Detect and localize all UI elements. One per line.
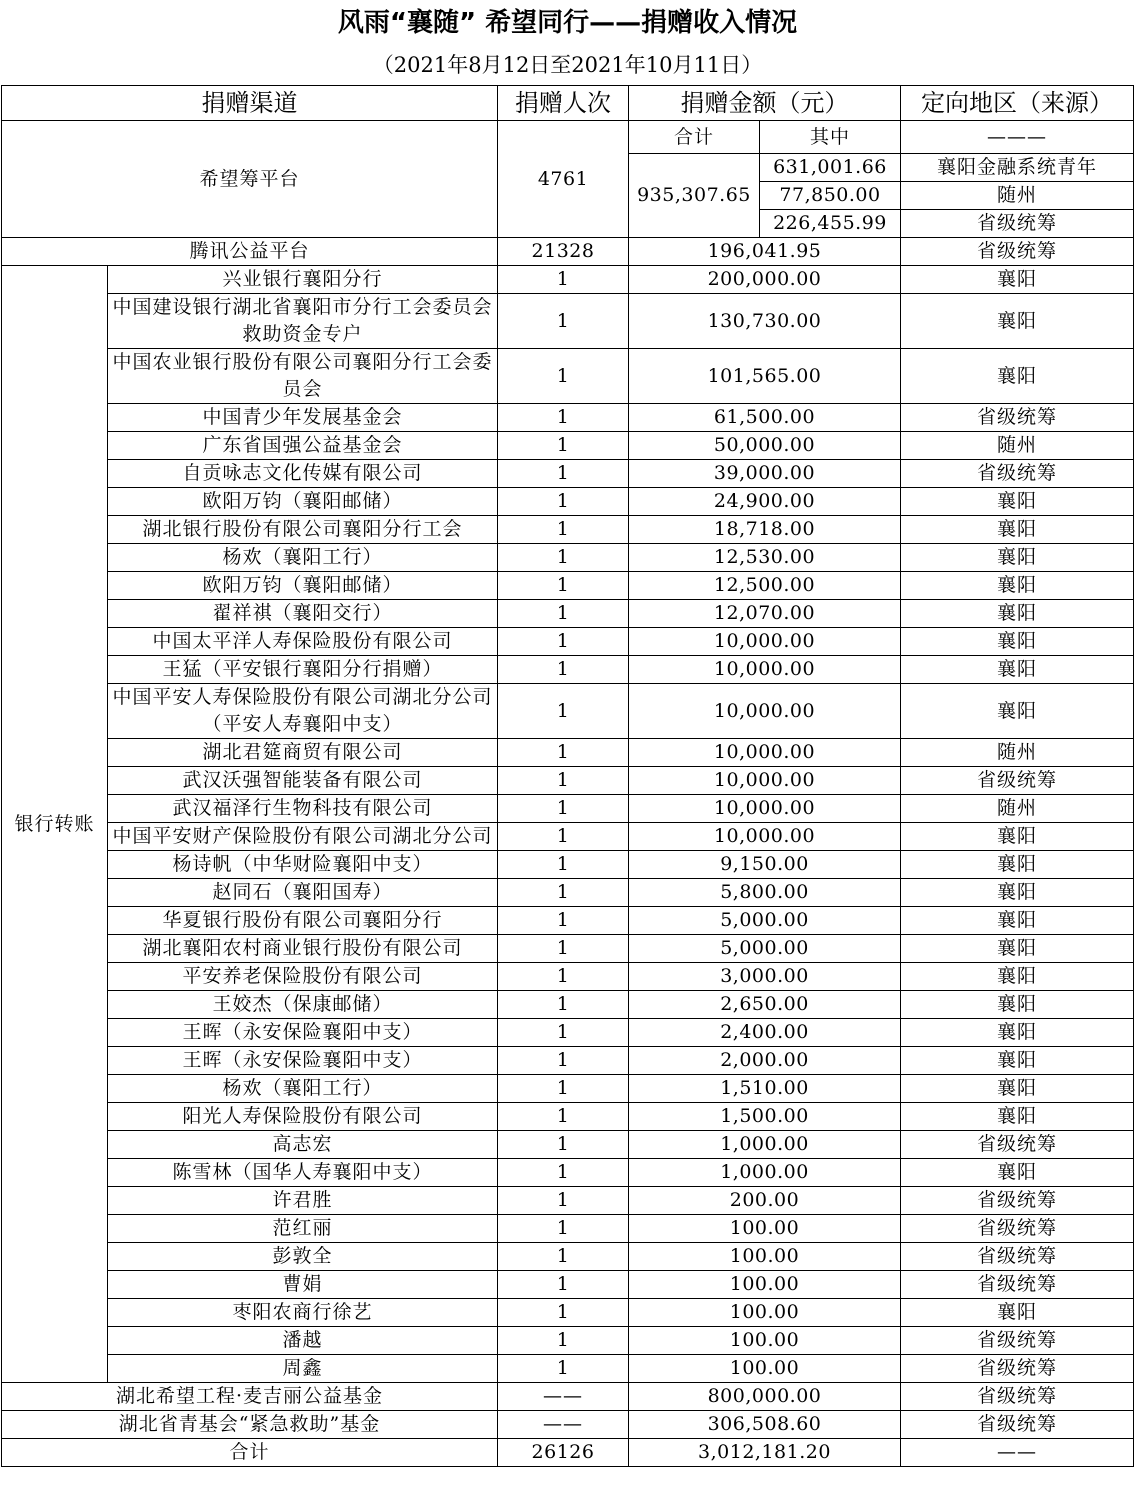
bank-row (2, 935, 1134, 963)
donor-count: 1 (498, 488, 629, 516)
bank-row (2, 1299, 1134, 1327)
donor-amount: 10,000.00 (629, 656, 901, 684)
donor-count: 1 (498, 963, 629, 991)
donor-amount: 10,000.00 (629, 739, 901, 767)
donor-name: 华夏银行股份有限公司襄阳分行 (108, 907, 498, 935)
bank-row (2, 823, 1134, 851)
donor-amount: 10,000.00 (629, 767, 901, 795)
donor-region: 省级统筹 (901, 1215, 1134, 1243)
donor-region: 襄阳 (901, 544, 1134, 572)
donor-name: 中国建设银行湖北省襄阳市分行工会委员会救助资金专户 (108, 294, 498, 349)
bank-row (2, 1271, 1134, 1299)
donor-count: 1 (498, 1103, 629, 1131)
donor-amount: 5,800.00 (629, 879, 901, 907)
donor-region: 襄阳 (901, 1019, 1134, 1047)
xiwang-count: 4761 (498, 121, 629, 238)
donation-table (1, 85, 1134, 1467)
donor-amount: 3,000.00 (629, 963, 901, 991)
donor-name: 中国平安人寿保险股份有限公司湖北分公司（平安人寿襄阳中支） (108, 684, 498, 739)
donor-count: 1 (498, 600, 629, 628)
donor-amount: 1,510.00 (629, 1075, 901, 1103)
fund-count: —— (498, 1411, 629, 1439)
donor-region: 襄阳 (901, 1299, 1134, 1327)
donor-amount: 101,565.00 (629, 349, 901, 404)
donor-name: 彭敦全 (108, 1243, 498, 1271)
donor-region: 襄阳 (901, 935, 1134, 963)
donor-name: 陈雪林（国华人寿襄阳中支） (108, 1159, 498, 1187)
donor-region: 省级统筹 (901, 1327, 1134, 1355)
donor-name: 欧阳万钧（襄阳邮储） (108, 572, 498, 600)
bank-row (2, 879, 1134, 907)
xiwang-channel: 希望筹平台 (2, 121, 498, 238)
donor-amount: 9,150.00 (629, 851, 901, 879)
donor-name: 湖北襄阳农村商业银行股份有限公司 (108, 935, 498, 963)
donor-region: 襄阳 (901, 907, 1134, 935)
bank-row (2, 684, 1134, 739)
donor-amount: 2,400.00 (629, 1019, 901, 1047)
donor-count: 1 (498, 404, 629, 432)
donor-amount: 12,070.00 (629, 600, 901, 628)
donor-name: 高志宏 (108, 1131, 498, 1159)
donor-region: 襄阳 (901, 1159, 1134, 1187)
donor-amount: 39,000.00 (629, 460, 901, 488)
bank-row (2, 1187, 1134, 1215)
donor-region: 襄阳 (901, 879, 1134, 907)
donor-name: 武汉福泽行生物科技有限公司 (108, 795, 498, 823)
donor-name: 潘越 (108, 1327, 498, 1355)
donor-name: 平安养老保险股份有限公司 (108, 963, 498, 991)
bank-transfer-label: 银行转账 (2, 266, 108, 1383)
donor-amount: 50,000.00 (629, 432, 901, 460)
donor-region: 襄阳 (901, 628, 1134, 656)
xiwang-detail-region: 随州 (901, 182, 1134, 210)
bank-row (2, 544, 1134, 572)
donor-name: 湖北君筵商贸有限公司 (108, 739, 498, 767)
header-count: 捐赠人次 (498, 86, 629, 121)
total-count: 26126 (498, 1439, 629, 1467)
donor-count: 1 (498, 684, 629, 739)
donor-name: 王姣杰（保康邮储） (108, 991, 498, 1019)
donor-amount: 5,000.00 (629, 907, 901, 935)
donor-count: 1 (498, 1187, 629, 1215)
donor-amount: 2,000.00 (629, 1047, 901, 1075)
bank-row (2, 767, 1134, 795)
donor-count: 1 (498, 767, 629, 795)
donor-amount: 24,900.00 (629, 488, 901, 516)
donor-name: 许君胜 (108, 1187, 498, 1215)
donor-count: 1 (498, 1299, 629, 1327)
donor-region: 襄阳 (901, 349, 1134, 404)
donor-count: 1 (498, 1355, 629, 1383)
donor-count: 1 (498, 1215, 629, 1243)
xiwang-detail-region: 省级统筹 (901, 210, 1134, 238)
donor-amount: 61,500.00 (629, 404, 901, 432)
bank-row (2, 795, 1134, 823)
xiwang-total-label: 合计 (629, 121, 760, 154)
header-row (2, 86, 1134, 121)
bank-row (2, 851, 1134, 879)
xiwang-detail-label: 其中 (760, 121, 901, 154)
fund-row (2, 1411, 1134, 1439)
donor-name: 中国太平洋人寿保险股份有限公司 (108, 628, 498, 656)
donor-count: 1 (498, 991, 629, 1019)
donor-amount: 1,000.00 (629, 1131, 901, 1159)
bank-row (2, 404, 1134, 432)
donor-region: 襄阳 (901, 823, 1134, 851)
donor-amount: 10,000.00 (629, 684, 901, 739)
donor-amount: 200.00 (629, 1187, 901, 1215)
donor-name: 赵同石（襄阳国寿） (108, 879, 498, 907)
donor-name: 广东省国强公益基金会 (108, 432, 498, 460)
donor-region: 省级统筹 (901, 460, 1134, 488)
xiwang-region-header: ——— (901, 121, 1134, 154)
donor-region: 随州 (901, 432, 1134, 460)
donor-region: 省级统筹 (901, 1355, 1134, 1383)
donor-amount: 130,730.00 (629, 294, 901, 349)
tencent-row (2, 238, 1134, 266)
fund-channel: 湖北希望工程·麦吉丽公益基金 (2, 1383, 498, 1411)
donor-region: 省级统筹 (901, 1271, 1134, 1299)
donor-region: 襄阳 (901, 991, 1134, 1019)
donor-amount: 10,000.00 (629, 823, 901, 851)
bank-row (2, 1159, 1134, 1187)
donor-amount: 100.00 (629, 1355, 901, 1383)
tencent-count: 21328 (498, 238, 629, 266)
donor-region: 省级统筹 (901, 1243, 1134, 1271)
donor-region: 省级统筹 (901, 1131, 1134, 1159)
donor-count: 1 (498, 628, 629, 656)
total-amount: 3,012,181.20 (629, 1439, 901, 1467)
donor-amount: 1,500.00 (629, 1103, 901, 1131)
donor-name: 王猛（平安银行襄阳分行捐赠） (108, 656, 498, 684)
bank-row (2, 1215, 1134, 1243)
bank-row (2, 739, 1134, 767)
donor-name: 杨诗帆（中华财险襄阳中支） (108, 851, 498, 879)
total-label: 合计 (2, 1439, 498, 1467)
donor-amount: 100.00 (629, 1327, 901, 1355)
donor-count: 1 (498, 879, 629, 907)
donor-name: 中国青少年发展基金会 (108, 404, 498, 432)
donor-region: 襄阳 (901, 516, 1134, 544)
donor-region: 襄阳 (901, 600, 1134, 628)
donor-name: 自贡咏志文化传媒有限公司 (108, 460, 498, 488)
fund-region: 省级统筹 (901, 1411, 1134, 1439)
donor-count: 1 (498, 349, 629, 404)
donor-count: 1 (498, 656, 629, 684)
bank-row (2, 963, 1134, 991)
xiwang-row-sublabels (2, 121, 1134, 154)
donor-name: 中国农业银行股份有限公司襄阳分行工会委员会 (108, 349, 498, 404)
donor-amount: 10,000.00 (629, 795, 901, 823)
donor-region: 襄阳 (901, 684, 1134, 739)
donor-amount: 100.00 (629, 1215, 901, 1243)
donor-amount: 100.00 (629, 1299, 901, 1327)
bank-row (2, 516, 1134, 544)
bank-row (2, 628, 1134, 656)
donor-count: 1 (498, 935, 629, 963)
donor-region: 襄阳 (901, 963, 1134, 991)
donor-count: 1 (498, 1047, 629, 1075)
donor-name: 武汉沃强智能装备有限公司 (108, 767, 498, 795)
donor-count: 1 (498, 1131, 629, 1159)
donor-amount: 1,000.00 (629, 1159, 901, 1187)
xiwang-detail-amount: 631,001.66 (760, 154, 901, 182)
bank-row (2, 488, 1134, 516)
donor-region: 随州 (901, 739, 1134, 767)
bank-row (2, 1019, 1134, 1047)
donor-count: 1 (498, 1327, 629, 1355)
bank-row (2, 1075, 1134, 1103)
donor-count: 1 (498, 572, 629, 600)
total-region: —— (901, 1439, 1134, 1467)
fund-row (2, 1383, 1134, 1411)
xiwang-detail-amount: 226,455.99 (760, 210, 901, 238)
donor-region: 随州 (901, 795, 1134, 823)
donor-count: 1 (498, 1159, 629, 1187)
bank-row (2, 432, 1134, 460)
fund-region: 省级统筹 (901, 1383, 1134, 1411)
donor-name: 枣阳农商行徐艺 (108, 1299, 498, 1327)
fund-count: —— (498, 1383, 629, 1411)
donor-count: 1 (498, 851, 629, 879)
donor-region: 襄阳 (901, 488, 1134, 516)
bank-row (2, 460, 1134, 488)
donor-amount: 12,500.00 (629, 572, 901, 600)
donor-amount: 200,000.00 (629, 266, 901, 294)
donor-name: 王晖（永安保险襄阳中支） (108, 1047, 498, 1075)
donor-count: 1 (498, 823, 629, 851)
donor-count: 1 (498, 460, 629, 488)
bank-row (2, 1327, 1134, 1355)
donor-amount: 12,530.00 (629, 544, 901, 572)
bank-row (2, 600, 1134, 628)
bank-row (2, 1355, 1134, 1383)
donor-count: 1 (498, 516, 629, 544)
donor-name: 湖北银行股份有限公司襄阳分行工会 (108, 516, 498, 544)
date-range: （2021年8月12日至2021年10月11日） (372, 53, 763, 77)
xiwang-total: 935,307.65 (629, 154, 760, 238)
donor-count: 1 (498, 1243, 629, 1271)
donor-name: 中国平安财产保险股份有限公司湖北分公司 (108, 823, 498, 851)
donor-count: 1 (498, 266, 629, 294)
donor-region: 襄阳 (901, 266, 1134, 294)
donor-name: 兴业银行襄阳分行 (108, 266, 498, 294)
tencent-region: 省级统筹 (901, 238, 1134, 266)
donor-amount: 18,718.00 (629, 516, 901, 544)
donor-name: 翟祥祺（襄阳交行） (108, 600, 498, 628)
donor-region: 襄阳 (901, 656, 1134, 684)
xiwang-detail-region: 襄阳金融系统青年 (901, 154, 1134, 182)
donor-count: 1 (498, 907, 629, 935)
bank-row (2, 572, 1134, 600)
donor-count: 1 (498, 1271, 629, 1299)
tencent-amount: 196,041.95 (629, 238, 901, 266)
page-title: 风雨“襄随” 希望同行——捐赠收入情况 (337, 8, 798, 38)
bank-row (2, 1131, 1134, 1159)
bank-row (2, 266, 1134, 294)
bank-row (2, 656, 1134, 684)
donor-name: 周鑫 (108, 1355, 498, 1383)
bank-row (2, 1103, 1134, 1131)
donor-amount: 2,650.00 (629, 991, 901, 1019)
donor-region: 襄阳 (901, 1103, 1134, 1131)
tencent-channel: 腾讯公益平台 (2, 238, 498, 266)
header-region: 定向地区（来源） (901, 86, 1134, 121)
donor-region: 省级统筹 (901, 767, 1134, 795)
bank-row (2, 991, 1134, 1019)
donor-name: 欧阳万钧（襄阳邮储） (108, 488, 498, 516)
donor-region: 襄阳 (901, 572, 1134, 600)
donor-name: 杨欢（襄阳工行） (108, 1075, 498, 1103)
donor-name: 阳光人寿保险股份有限公司 (108, 1103, 498, 1131)
donor-amount: 100.00 (629, 1243, 901, 1271)
donor-count: 1 (498, 739, 629, 767)
donor-name: 范红丽 (108, 1215, 498, 1243)
fund-amount: 800,000.00 (629, 1383, 901, 1411)
total-row (2, 1439, 1134, 1467)
bank-row (2, 349, 1134, 404)
header-amount: 捐赠金额（元） (629, 86, 901, 121)
donor-count: 1 (498, 544, 629, 572)
donor-region: 襄阳 (901, 1047, 1134, 1075)
donor-region: 襄阳 (901, 294, 1134, 349)
bank-row (2, 294, 1134, 349)
donor-region: 襄阳 (901, 851, 1134, 879)
donor-count: 1 (498, 1075, 629, 1103)
donor-amount: 5,000.00 (629, 935, 901, 963)
bank-row (2, 1047, 1134, 1075)
donor-name: 曹娟 (108, 1271, 498, 1299)
fund-channel: 湖北省青基会“紧急救助”基金 (2, 1411, 498, 1439)
fund-amount: 306,508.60 (629, 1411, 901, 1439)
donor-name: 王晖（永安保险襄阳中支） (108, 1019, 498, 1047)
xiwang-detail-amount: 77,850.00 (760, 182, 901, 210)
donor-region: 省级统筹 (901, 404, 1134, 432)
bank-row (2, 1243, 1134, 1271)
donor-amount: 100.00 (629, 1271, 901, 1299)
bank-row (2, 907, 1134, 935)
donor-count: 1 (498, 1019, 629, 1047)
donor-name: 杨欢（襄阳工行） (108, 544, 498, 572)
donor-count: 1 (498, 795, 629, 823)
donor-amount: 10,000.00 (629, 628, 901, 656)
header-channel: 捐赠渠道 (2, 86, 498, 121)
donor-region: 襄阳 (901, 1075, 1134, 1103)
donor-count: 1 (498, 294, 629, 349)
donor-count: 1 (498, 432, 629, 460)
donor-region: 省级统筹 (901, 1187, 1134, 1215)
